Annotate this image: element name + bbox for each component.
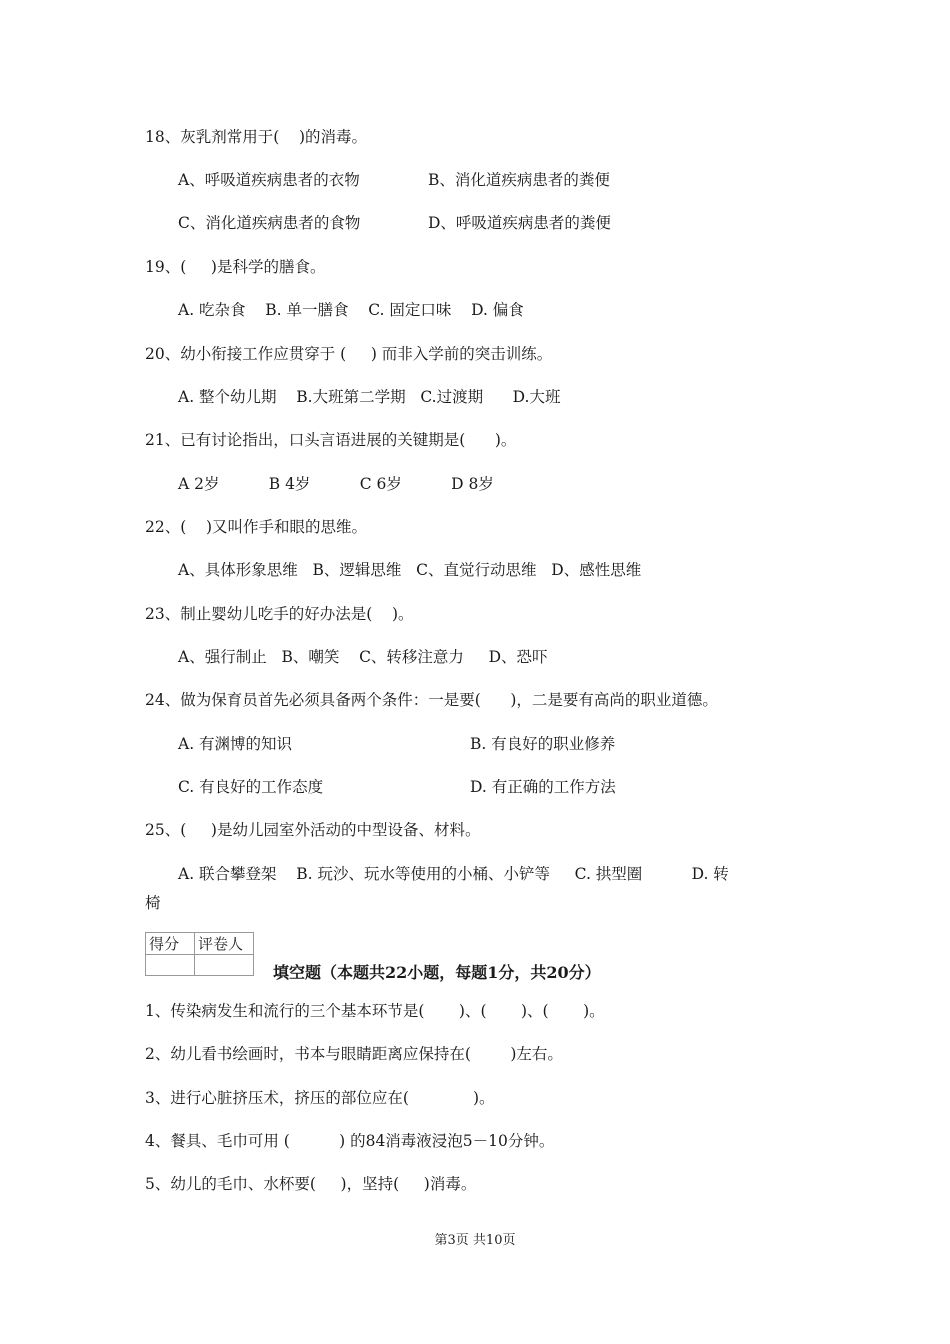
question-24-option-b: B. 有良好的职业修养	[470, 735, 616, 753]
grader-header: 评卷人	[195, 933, 254, 955]
question-20: 20、幼小衔接工作应贯穿于 ( ) 而非入学前的突击训练。	[145, 345, 553, 363]
page-footer: 第3页 共10页	[434, 1233, 516, 1248]
question-24-option-c: C. 有良好的工作态度	[178, 778, 324, 796]
question-22: 22、( )又叫作手和眼的思维。	[145, 518, 368, 536]
question-18-option-a: A、呼吸道疾病患者的衣物	[178, 171, 360, 189]
question-23: 23、制止婴幼儿吃手的好办法是( )。	[145, 605, 414, 623]
question-18-option-b: B、消化道疾病患者的粪便	[428, 171, 610, 189]
question-19: 19、( )是科学的膳食。	[145, 258, 326, 276]
question-18-option-d: D、呼吸道疾病患者的粪便	[428, 214, 611, 232]
question-21-options: A 2岁 B 4岁 C 6岁 D 8岁	[178, 475, 494, 493]
question-24: 24、做为保育员首先必须具备两个条件：一是要( )，二是要有高尚的职业道德。	[145, 691, 718, 709]
score-cell	[146, 955, 195, 976]
question-21: 21、已有讨论指出，口头言语进展的关键期是( )。	[145, 431, 517, 449]
section-title: 填空题（本题共22小题，每题1分，共20分）	[273, 963, 601, 982]
question-25-options: A. 联合攀登架 B. 玩沙、玩水等使用的小桶、小铲等 C. 拱型圈 D. 转	[178, 865, 729, 883]
question-18-option-c: C、消化道疾病患者的食物	[178, 214, 361, 232]
question-24-option-d: D. 有正确的工作方法	[470, 778, 616, 796]
score-table	[145, 932, 254, 976]
question-25-options-wrap: 椅	[145, 894, 161, 912]
question-19-options: A. 吃杂食 B. 单一膳食 C. 固定口味 D. 偏食	[178, 301, 524, 319]
score-header: 得分	[146, 933, 195, 955]
grader-cell	[195, 955, 254, 976]
question-23-options: A、强行制止 B、嘲笑 C、转移注意力 D、恐吓	[178, 648, 548, 666]
question-20-options: A. 整个幼儿期 B.大班第二学期 C.过渡期 D.大班	[178, 388, 561, 406]
question-24-option-a: A. 有渊博的知识	[178, 735, 293, 753]
question-18: 18、灰乳剂常用于( )的消毒。	[145, 128, 368, 146]
fill-blank-1: 1、传染病发生和流行的三个基本环节是( )、( )、( )。	[145, 1002, 605, 1020]
fill-blank-2: 2、幼儿看书绘画时，书本与眼睛距离应保持在( )左右。	[145, 1045, 563, 1063]
question-25: 25、( )是幼儿园室外活动的中型设备、材料。	[145, 821, 481, 839]
fill-blank-4: 4、餐具、毛巾可用 ( ) 的84消毒液浸泡5－10分钟。	[145, 1132, 555, 1150]
fill-blank-3: 3、进行心脏挤压术，挤压的部位应在( )。	[145, 1089, 495, 1107]
fill-blank-5: 5、幼儿的毛巾、水杯要( )，坚持( )消毒。	[145, 1175, 477, 1193]
question-22-options: A、具体形象思维 B、逻辑思维 C、直觉行动思维 D、感性思维	[178, 561, 642, 579]
